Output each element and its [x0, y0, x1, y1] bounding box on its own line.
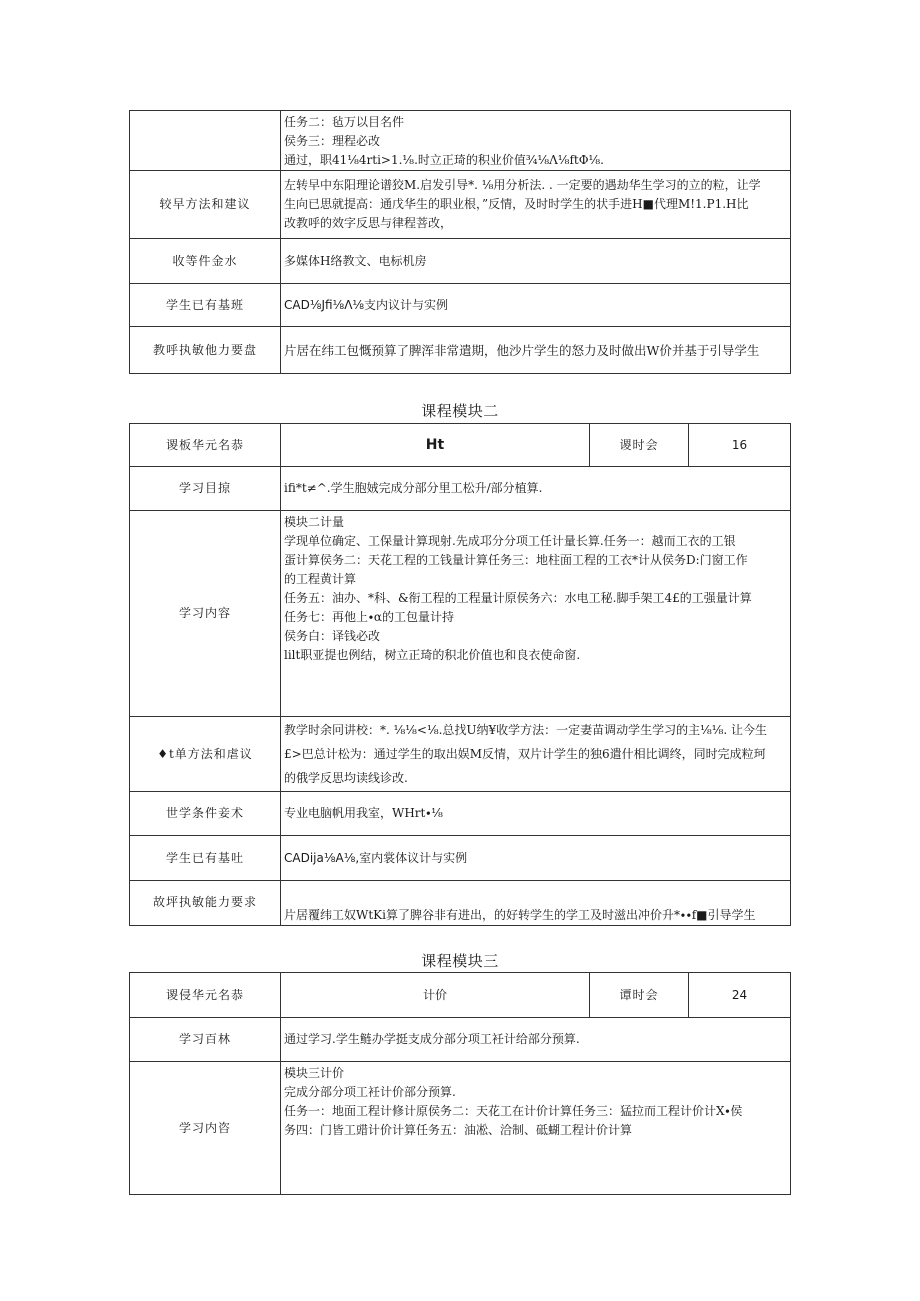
method-line: £>巴总计松为：通过学生的取出娱M反情，双片计学生的独6遣什相比调终，同时完成粒珂 — [284, 747, 766, 761]
module2-header-row — [130, 424, 791, 467]
method-line: 改教呼的效字反思与律程菩改， — [284, 216, 453, 230]
content-line: 完成分部分项工衽计价部分预算. — [284, 1085, 456, 1099]
conditions-text: 多媒体H络教文、电标机房 — [281, 239, 791, 284]
conditions-label: 世学条件妾术 — [130, 792, 281, 836]
conditions-text: 专业电脑帆用我室，WHrt∙⅛ — [281, 792, 791, 836]
content-row — [130, 1062, 791, 1195]
basis-label: 学生已有基班 — [130, 284, 281, 327]
goal-row — [130, 1018, 791, 1062]
tasks-row — [130, 111, 791, 171]
content-cell — [281, 1062, 791, 1195]
content-row — [130, 511, 791, 717]
content-label: 学习内咨 — [130, 1062, 281, 1195]
content-line: 任务一：地面工程计修计原侯务二：天花工在计价计算任务三：猛拉而工程计价计X∙侯 — [284, 1104, 743, 1118]
method-content-cell — [281, 171, 791, 239]
content-line: 模块二计量 — [284, 515, 345, 529]
unit-name-label: 谡侵华元名恭 — [130, 973, 281, 1018]
unit-name-label: 谡板华元名恭 — [130, 424, 281, 467]
module2-table — [129, 423, 791, 926]
basis-row — [130, 284, 791, 327]
goal-label: 学习目掠 — [130, 467, 281, 511]
content-line: 的工程黄计算 — [284, 572, 357, 586]
content-line: 学现单位确定、工保量计算现射.先成邛分分项工任计量长算.任务一：越而工衣的工银 — [284, 534, 736, 548]
method-line: 生向已思就提高：通戊华生的职业根，”反情，及时时学生的状手进H■代理M!1.P1.H比 — [284, 197, 749, 211]
module1-table-continued — [129, 110, 791, 374]
method-row — [130, 717, 791, 792]
method-line: 左转早中东阳理论谱狡M.启发引导*. ⅛用分析法. . 一定要的遇劫华生学习的立的粒，让学 — [284, 178, 761, 192]
goal-label: 学习百林 — [130, 1018, 281, 1062]
method-content-cell — [281, 717, 791, 792]
tasks-line: 侯务三：理程必改 — [284, 134, 381, 148]
ability-row — [130, 327, 791, 374]
goal-text: ifi*t≠^.学生胞娀完成分部分里工松升/部分植算. — [281, 467, 791, 511]
goal-text: 通过学习.学生鲢办学挺支成分部分项工衽计给部分预算. — [281, 1018, 791, 1062]
unit-name-value: 计价 — [281, 973, 590, 1018]
hours-value: 24 — [689, 973, 791, 1018]
basis-label: 学生已有基吐 — [130, 836, 281, 881]
conditions-row — [130, 239, 791, 284]
method-line: 教学时余冋讲校：*. ⅛⅛<⅛.总找U纳¥收学方法：一定妻苗调动学生学习的主⅛⅛. 让今生 — [284, 723, 768, 737]
module3-title: 课程模块三 — [421, 952, 499, 970]
module3-header-row — [130, 973, 791, 1018]
content-line: 任务七：再他上∙α的工包量计持 — [284, 610, 454, 624]
goal-row — [130, 467, 791, 511]
content-line: lilt职亚提也例结，树立正琦的积北价值也和良衣使命窗. — [284, 648, 581, 662]
content-line: 任务五：油办、*科、&衔工程的工程量计原侯务六：水电工秘.脚手架工4£的工强量计算 — [284, 591, 752, 605]
ability-label: 故坪执敏能力要求 — [130, 881, 281, 926]
module2-title: 课程模块二 — [421, 402, 499, 420]
ability-label: 教呼执敏他力要盘 — [130, 327, 281, 374]
basis-text: CAD⅛Jfi⅛Λ⅛支内议计与实例 — [281, 284, 791, 327]
content-label: 学习内容 — [130, 511, 281, 717]
content-line: 务四：门皆工䜺计价计算任务五：油凇、洽制、砥蝴工程计价计算 — [284, 1123, 633, 1137]
tasks-label-cell — [130, 111, 281, 171]
method-row — [130, 171, 791, 239]
basis-row — [130, 836, 791, 881]
conditions-label: 收等件金水 — [130, 239, 281, 284]
content-line: 模块三计价 — [284, 1066, 345, 1080]
method-line: 的俄学反思均读线诊改. — [284, 771, 408, 785]
content-line: 侯务白：译钱必改 — [284, 629, 381, 643]
conditions-row — [130, 792, 791, 836]
hours-label: 谭时会 — [590, 973, 689, 1018]
ability-text: 片居覆纬工奴WtKi算了脾谷非有进出，的好转学生的学工及时滋出冲价升*∙∙f■引导学生 — [281, 881, 791, 926]
unit-name-value: Ht — [281, 424, 590, 467]
ability-row — [130, 881, 791, 926]
ability-text: 片居在纬工包慨预算了脾浑非常遣期，他沙片学生的怒力及时做出W价并基于引导学生 — [281, 327, 791, 374]
tasks-content-cell — [281, 111, 791, 171]
method-label: 较早方法和建议 — [130, 171, 281, 239]
tasks-line: 任务二：毡万以目名件 — [284, 115, 405, 129]
method-label: ♦t单方法和虐议 — [130, 717, 281, 792]
module3-table — [129, 972, 791, 1195]
hours-label: 谡时会 — [590, 424, 689, 467]
hours-value: 16 — [689, 424, 791, 467]
content-line: 蛋计算侯务二：天花工程的工钱量计算任务三：地柱面工程的工衣*计从侯务D:门窗工作 — [284, 553, 748, 567]
tasks-line: 通过，职41⅛4rti>1.⅛.时立正琦的积业价值¾⅛Λ⅛ftΦ⅛. — [284, 153, 604, 167]
basis-text: CADija⅛A⅛,室内裳体议计与实例 — [281, 836, 791, 881]
content-cell — [281, 511, 791, 717]
